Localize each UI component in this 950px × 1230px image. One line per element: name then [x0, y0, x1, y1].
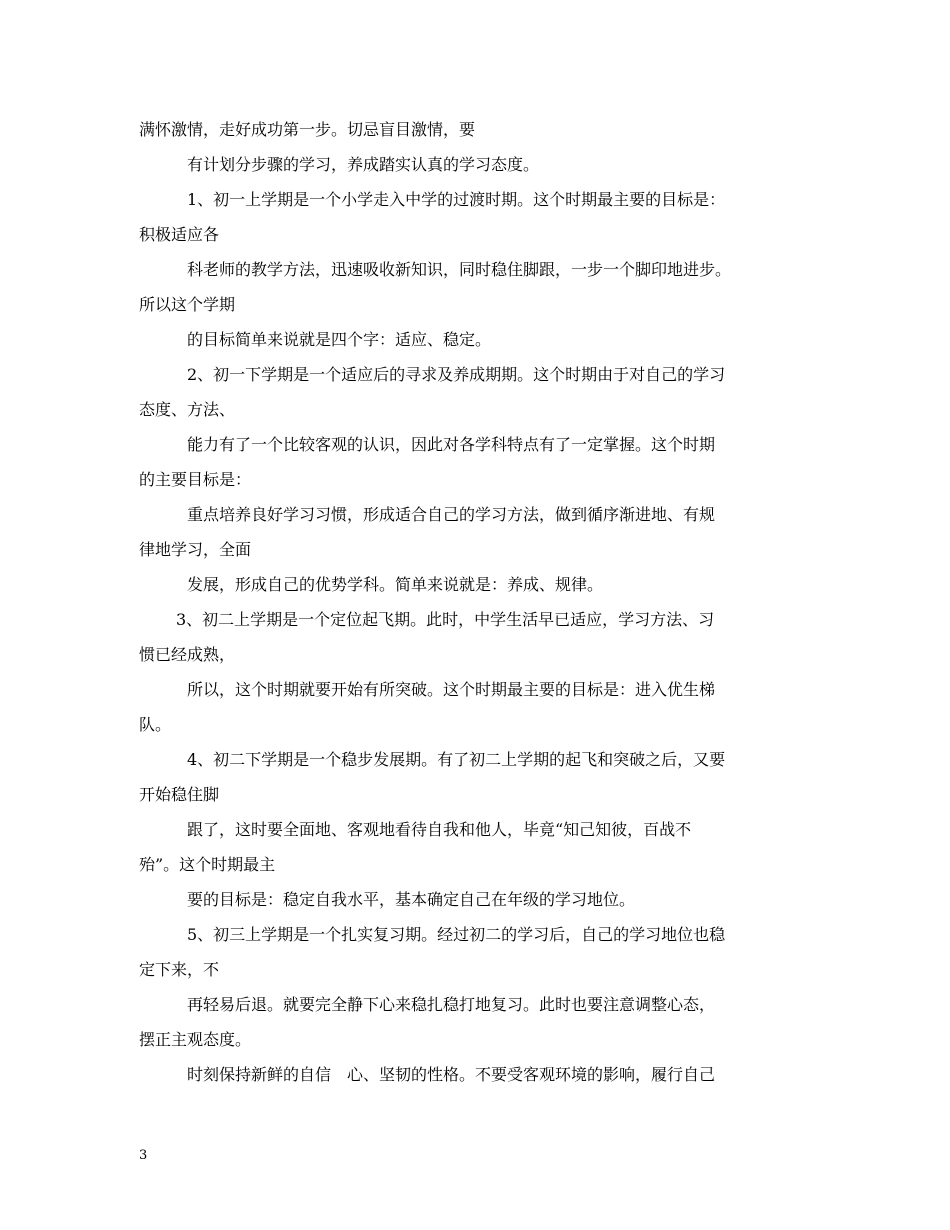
text-line: 4、初二下学期是一个稳步发展期。有了初二上学期的起飞和突破之后，又要 — [187, 750, 726, 769]
page-number: 3 — [139, 1148, 148, 1163]
text-line: 满怀激情，走好成功第一步。切忌盲目激情，要 — [139, 120, 476, 139]
text-line: 殆”。这个时期最主 — [139, 855, 276, 874]
text-line: 时刻保持新鲜的自信 心、坚韧的性格。不要受客观环境的影响，履行自己 — [187, 1065, 716, 1084]
text-line: 所以这个学期 — [139, 295, 236, 314]
text-line: 重点培养良好学习习惯，形成适合自己的学习方法，做到循序渐进地、有规 — [187, 505, 716, 524]
text-line: 的主要目标是： — [139, 470, 252, 489]
text-line: 所以，这个时期就要开始有所突破。这个时期最主要的目标是：进入优生梯 — [187, 680, 716, 699]
text-line: 跟了，这时要全面地、客观地看待自我和他人，毕竟“知己知彼，百战不 — [187, 820, 692, 839]
text-line: 要的目标是：稳定自我水平，基本确定自己在年级的学习地位。 — [187, 890, 636, 909]
text-line: 摆正主观态度。 — [139, 1030, 252, 1049]
text-line: 再轻易后退。就要完全静下心来稳扎稳打地复习。此时也要注意调整心态， — [187, 995, 716, 1014]
text-line: 开始稳住脚 — [139, 785, 220, 804]
text-line: 定下来，不 — [139, 960, 220, 979]
text-line: 队。 — [139, 715, 172, 734]
text-line: 科老师的教学方法，迅速吸收新知识，同时稳住脚跟，一步一个脚印地进步。 — [187, 260, 732, 279]
text-line: 1、初一上学期是一个小学走入中学的过渡时期。这个时期最主要的目标是： — [187, 190, 726, 209]
text-line: 的目标简单来说就是四个字：适应、稳定。 — [187, 330, 492, 349]
text-line: 3、初二上学期是一个定位起飞期。此时，中学生活早已适应，学习方法、习 — [176, 610, 715, 629]
text-line: 积极适应各 — [139, 225, 220, 244]
text-line: 5、初三上学期是一个扎实复习期。经过初二的学习后，自己的学习地位也稳 — [187, 925, 726, 944]
text-line: 态度、方法、 — [139, 400, 236, 419]
text-line: 有计划分步骤的学习，养成踏实认真的学习态度。 — [187, 155, 540, 174]
text-line: 律地学习，全面 — [139, 540, 252, 559]
text-line: 惯已经成熟， — [139, 645, 236, 664]
text-line: 2、初一下学期是一个适应后的寻求及养成期期。这个时期由于对自己的学习 — [187, 365, 726, 384]
text-line: 能力有了一个比较客观的认识，因此对各学科特点有了一定掌握。这个时期 — [187, 435, 716, 454]
text-line: 发展，形成自己的优势学科。简单来说就是：养成、规律。 — [187, 575, 604, 594]
